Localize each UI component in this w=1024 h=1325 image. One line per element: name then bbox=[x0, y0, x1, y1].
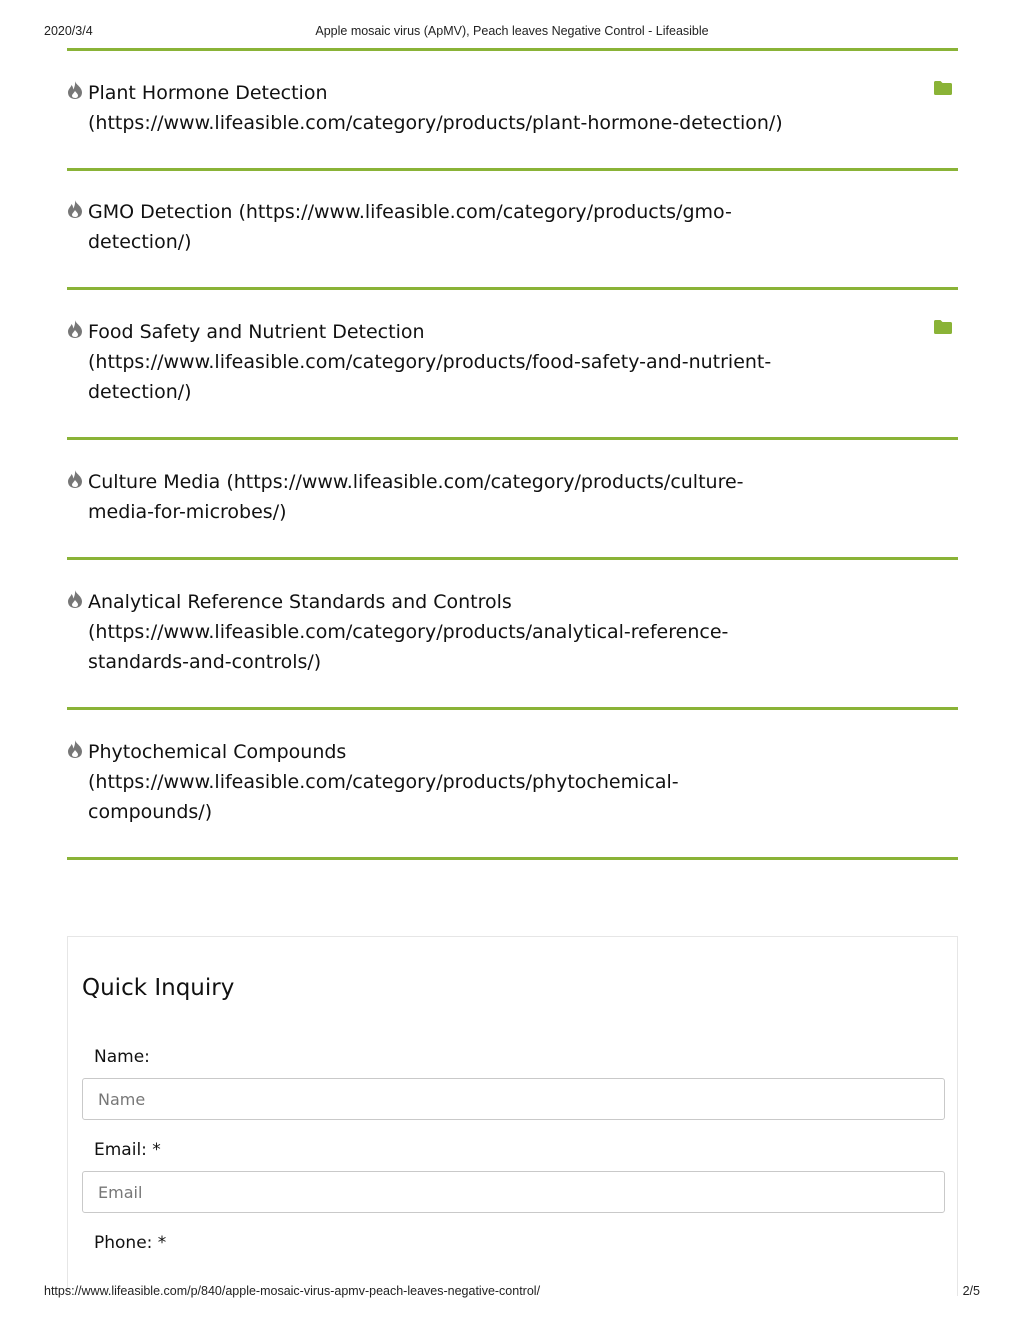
category-link[interactable] bbox=[88, 78, 848, 138]
category-label: GMO Detection bbox=[88, 201, 233, 223]
divider bbox=[67, 707, 958, 710]
category-url: (https://www.lifeasible.com/category/products/culture-media-for-microbes/) bbox=[88, 471, 744, 523]
category-label: Culture Media bbox=[88, 471, 221, 493]
divider bbox=[67, 287, 958, 290]
category-url: (https://www.lifeasible.com/category/products/food-safety-and-nutrient-detection/) bbox=[88, 351, 772, 403]
divider bbox=[67, 168, 958, 171]
folder-icon bbox=[933, 80, 953, 96]
quick-inquiry-title: Quick Inquiry bbox=[82, 975, 235, 1001]
page-number: 2/5 bbox=[962, 1284, 980, 1298]
email-label: Email: * bbox=[94, 1140, 161, 1160]
quick-inquiry-form bbox=[67, 936, 958, 1296]
flame-icon bbox=[67, 81, 83, 99]
category-item-culture-media bbox=[67, 467, 958, 537]
category-item-analytical-reference-standards bbox=[67, 587, 958, 687]
print-url: https://www.lifeasible.com/p/840/apple-mosaic-virus-apmv-peach-leaves-negative-control/ bbox=[44, 1284, 541, 1298]
divider bbox=[67, 557, 958, 560]
phone-label: Phone: * bbox=[94, 1233, 167, 1253]
flame-icon bbox=[67, 590, 83, 608]
category-url: (https://www.lifeasible.com/category/products/plant-hormone-detection/) bbox=[88, 112, 783, 134]
category-item-food-safety-and-nutrient-detection bbox=[67, 317, 958, 417]
category-url: (https://www.lifeasible.com/category/products/analytical-reference-standards-and-controls/) bbox=[88, 621, 729, 673]
category-label: Plant Hormone Detection bbox=[88, 82, 328, 104]
category-link[interactable] bbox=[88, 737, 768, 827]
flame-icon bbox=[67, 470, 83, 488]
folder-icon bbox=[933, 319, 953, 335]
divider bbox=[67, 857, 958, 860]
category-label: Analytical Reference Standards and Controls bbox=[88, 591, 512, 613]
divider bbox=[67, 437, 958, 440]
category-link[interactable] bbox=[88, 317, 848, 407]
category-item-gmo-detection bbox=[67, 197, 958, 267]
category-url: (https://www.lifeasible.com/category/products/gmo-detection/) bbox=[88, 201, 732, 253]
category-label: Phytochemical Compounds bbox=[88, 741, 347, 763]
name-label: Name: bbox=[94, 1047, 150, 1067]
print-header bbox=[44, 24, 980, 42]
category-label: Food Safety and Nutrient Detection bbox=[88, 321, 425, 343]
category-item-plant-hormone-detection bbox=[67, 78, 958, 148]
print-footer bbox=[44, 1284, 980, 1302]
flame-icon bbox=[67, 320, 83, 338]
flame-icon bbox=[67, 200, 83, 218]
category-link[interactable] bbox=[88, 587, 808, 677]
email-input[interactable] bbox=[82, 1171, 945, 1213]
category-url: (https://www.lifeasible.com/category/products/phytochemical-compounds/) bbox=[88, 771, 679, 823]
category-link[interactable] bbox=[88, 467, 808, 527]
print-date: 2020/3/4 bbox=[44, 24, 93, 38]
divider bbox=[67, 48, 958, 51]
print-page-title: Apple mosaic virus (ApMV), Peach leaves Negative Control - Lifeasible bbox=[315, 24, 709, 38]
flame-icon bbox=[67, 740, 83, 758]
category-item-phytochemical-compounds bbox=[67, 737, 958, 837]
name-input[interactable] bbox=[82, 1078, 945, 1120]
category-link[interactable] bbox=[88, 197, 788, 257]
